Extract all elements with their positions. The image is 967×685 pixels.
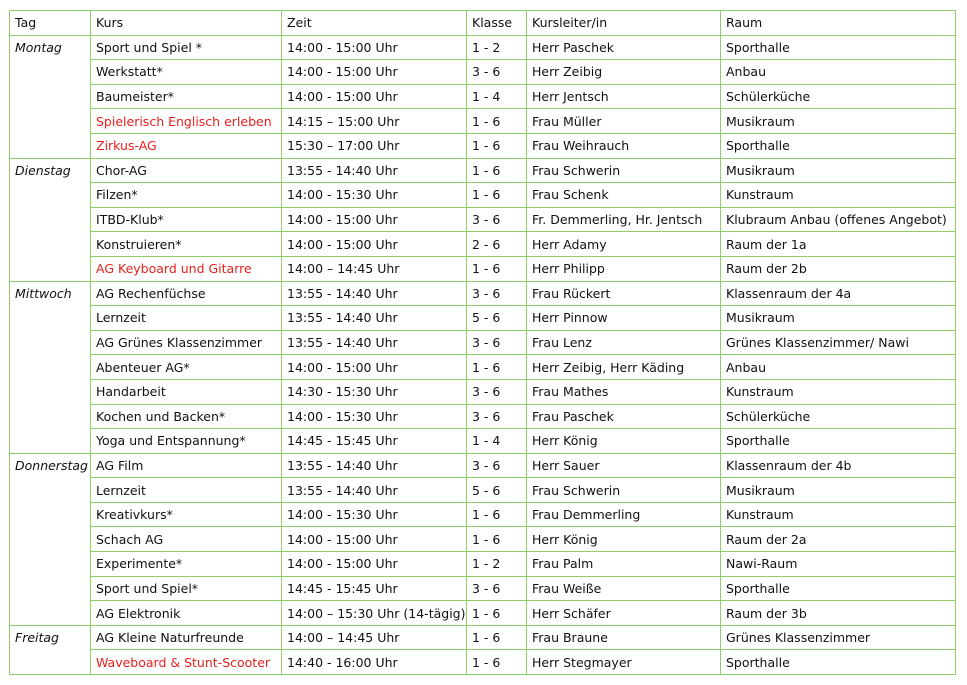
teacher-cell: Frau Müller <box>527 109 721 134</box>
day-cell <box>10 109 91 134</box>
table-body <box>10 35 956 674</box>
course-cell: Schach AG <box>91 527 282 552</box>
room-cell: Klassenraum der 4b <box>721 453 956 478</box>
time-cell: 14:00 - 15:00 Uhr <box>282 207 467 232</box>
course-cell: ITBD-Klub* <box>91 207 282 232</box>
time-cell: 13:55 - 14:40 Uhr <box>282 306 467 331</box>
table-row <box>10 576 956 601</box>
time-cell: 14:00 - 15:00 Uhr <box>282 355 467 380</box>
day-cell <box>10 232 91 257</box>
header-room: Raum <box>721 11 956 36</box>
day-cell <box>10 527 91 552</box>
grade-cell: 3 - 6 <box>467 60 527 85</box>
course-cell: Baumeister* <box>91 84 282 109</box>
table-row <box>10 207 956 232</box>
teacher-cell: Herr König <box>527 527 721 552</box>
table-row <box>10 601 956 626</box>
header-course: Kurs <box>91 11 282 36</box>
teacher-cell: Herr Paschek <box>527 35 721 60</box>
teacher-cell: Herr Jentsch <box>527 84 721 109</box>
teacher-cell: Herr Sauer <box>527 453 721 478</box>
course-cell: Abenteuer AG* <box>91 355 282 380</box>
day-cell <box>10 306 91 331</box>
course-cell: AG Grünes Klassenzimmer <box>91 330 282 355</box>
room-cell: Raum der 2a <box>721 527 956 552</box>
table-row <box>10 502 956 527</box>
teacher-cell: Frau Schwerin <box>527 158 721 183</box>
room-cell: Kunstraum <box>721 183 956 208</box>
time-cell: 14:00 - 15:00 Uhr <box>282 527 467 552</box>
room-cell: Musikraum <box>721 478 956 503</box>
grade-cell: 3 - 6 <box>467 453 527 478</box>
table-row <box>10 552 956 577</box>
course-cell: Sport und Spiel* <box>91 576 282 601</box>
course-cell: Sport und Spiel * <box>91 35 282 60</box>
course-cell: AG Film <box>91 453 282 478</box>
day-cell: Freitag <box>10 625 91 650</box>
table-row <box>10 109 956 134</box>
teacher-cell: Herr Stegmayer <box>527 650 721 675</box>
room-cell: Raum der 1a <box>721 232 956 257</box>
course-cell: Werkstatt* <box>91 60 282 85</box>
grade-cell: 1 - 4 <box>467 429 527 454</box>
room-cell: Raum der 2b <box>721 256 956 281</box>
time-cell: 13:55 - 14:40 Uhr <box>282 330 467 355</box>
course-cell: Kreativkurs* <box>91 502 282 527</box>
room-cell: Sporthalle <box>721 650 956 675</box>
room-cell: Klassenraum der 4a <box>721 281 956 306</box>
time-cell: 13:55 - 14:40 Uhr <box>282 478 467 503</box>
day-cell <box>10 502 91 527</box>
day-cell <box>10 84 91 109</box>
time-cell: 14:00 - 15:00 Uhr <box>282 84 467 109</box>
header-day: Tag <box>10 11 91 36</box>
teacher-cell: Herr Adamy <box>527 232 721 257</box>
day-cell <box>10 650 91 675</box>
room-cell: Musikraum <box>721 158 956 183</box>
day-cell <box>10 552 91 577</box>
course-cell: Experimente* <box>91 552 282 577</box>
room-cell: Anbau <box>721 355 956 380</box>
table-row <box>10 281 956 306</box>
table-row <box>10 404 956 429</box>
day-cell <box>10 478 91 503</box>
grade-cell: 3 - 6 <box>467 207 527 232</box>
grade-cell: 1 - 6 <box>467 355 527 380</box>
table-header-row <box>10 11 956 36</box>
day-cell <box>10 355 91 380</box>
time-cell: 14:00 - 15:30 Uhr <box>282 183 467 208</box>
day-cell <box>10 183 91 208</box>
day-cell <box>10 207 91 232</box>
room-cell: Musikraum <box>721 306 956 331</box>
teacher-cell: Herr Zeibig <box>527 60 721 85</box>
room-cell: Kunstraum <box>721 379 956 404</box>
course-cell: Kochen und Backen* <box>91 404 282 429</box>
grade-cell: 3 - 6 <box>467 576 527 601</box>
grade-cell: 1 - 6 <box>467 601 527 626</box>
course-cell: Waveboard & Stunt-Scooter <box>91 650 282 675</box>
header-teacher: Kursleiter/in <box>527 11 721 36</box>
teacher-cell: Frau Rückert <box>527 281 721 306</box>
day-cell <box>10 60 91 85</box>
day-cell <box>10 601 91 626</box>
course-cell: Lernzeit <box>91 306 282 331</box>
course-cell: Yoga und Entspannung* <box>91 429 282 454</box>
course-cell: AG Kleine Naturfreunde <box>91 625 282 650</box>
grade-cell: 1 - 6 <box>467 133 527 158</box>
table-row <box>10 625 956 650</box>
teacher-cell: Frau Lenz <box>527 330 721 355</box>
grade-cell: 5 - 6 <box>467 478 527 503</box>
time-cell: 14:00 - 15:30 Uhr <box>282 404 467 429</box>
time-cell: 13:55 - 14:40 Uhr <box>282 453 467 478</box>
table-row <box>10 478 956 503</box>
room-cell: Sporthalle <box>721 35 956 60</box>
table-row <box>10 84 956 109</box>
time-cell: 14:30 - 15:30 Uhr <box>282 379 467 404</box>
grade-cell: 1 - 6 <box>467 650 527 675</box>
teacher-cell: Herr Philipp <box>527 256 721 281</box>
teacher-cell: Frau Schwerin <box>527 478 721 503</box>
teacher-cell: Herr Zeibig, Herr Käding <box>527 355 721 380</box>
room-cell: Sporthalle <box>721 133 956 158</box>
course-cell: Konstruieren* <box>91 232 282 257</box>
day-cell <box>10 404 91 429</box>
time-cell: 14:00 – 14:45 Uhr <box>282 625 467 650</box>
teacher-cell: Frau Demmerling <box>527 502 721 527</box>
teacher-cell: Herr König <box>527 429 721 454</box>
table-row <box>10 60 956 85</box>
time-cell: 14:00 - 15:00 Uhr <box>282 232 467 257</box>
day-cell <box>10 429 91 454</box>
table-row <box>10 650 956 675</box>
table-row <box>10 133 956 158</box>
day-cell <box>10 379 91 404</box>
course-cell: AG Rechenfüchse <box>91 281 282 306</box>
day-cell <box>10 330 91 355</box>
time-cell: 14:40 - 16:00 Uhr <box>282 650 467 675</box>
teacher-cell: Frau Weihrauch <box>527 133 721 158</box>
room-cell: Schülerküche <box>721 84 956 109</box>
teacher-cell: Frau Weiße <box>527 576 721 601</box>
header-grade: Klasse <box>467 11 527 36</box>
table-row <box>10 256 956 281</box>
teacher-cell: Herr Schäfer <box>527 601 721 626</box>
table-row <box>10 330 956 355</box>
time-cell: 13:55 - 14:40 Uhr <box>282 158 467 183</box>
day-cell: Donnerstag <box>10 453 91 478</box>
time-cell: 14:00 - 15:00 Uhr <box>282 552 467 577</box>
time-cell: 14:45 - 15:45 Uhr <box>282 429 467 454</box>
table-row <box>10 429 956 454</box>
room-cell: Nawi-Raum <box>721 552 956 577</box>
table-row <box>10 527 956 552</box>
room-cell: Raum der 3b <box>721 601 956 626</box>
table-row <box>10 232 956 257</box>
teacher-cell: Herr Pinnow <box>527 306 721 331</box>
table-row <box>10 35 956 60</box>
header-time: Zeit <box>282 11 467 36</box>
time-cell: 13:55 - 14:40 Uhr <box>282 281 467 306</box>
grade-cell: 3 - 6 <box>467 379 527 404</box>
table-row <box>10 183 956 208</box>
day-cell: Mittwoch <box>10 281 91 306</box>
teacher-cell: Fr. Demmerling, Hr. Jentsch <box>527 207 721 232</box>
time-cell: 14:15 – 15:00 Uhr <box>282 109 467 134</box>
room-cell: Schülerküche <box>721 404 956 429</box>
day-cell: Montag <box>10 35 91 60</box>
table-row <box>10 158 956 183</box>
course-cell: Filzen* <box>91 183 282 208</box>
time-cell: 14:00 - 15:00 Uhr <box>282 35 467 60</box>
room-cell: Musikraum <box>721 109 956 134</box>
table-row <box>10 379 956 404</box>
time-cell: 14:45 - 15:45 Uhr <box>282 576 467 601</box>
teacher-cell: Frau Mathes <box>527 379 721 404</box>
course-cell: Spielerisch Englisch erleben <box>91 109 282 134</box>
room-cell: Sporthalle <box>721 429 956 454</box>
course-schedule-table <box>9 10 956 675</box>
day-cell <box>10 133 91 158</box>
room-cell: Grünes Klassenzimmer <box>721 625 956 650</box>
course-cell: AG Keyboard und Gitarre <box>91 256 282 281</box>
room-cell: Klubraum Anbau (offenes Angebot) <box>721 207 956 232</box>
time-cell: 14:00 – 14:45 Uhr <box>282 256 467 281</box>
table-row <box>10 355 956 380</box>
grade-cell: 1 - 6 <box>467 256 527 281</box>
room-cell: Sporthalle <box>721 576 956 601</box>
day-cell <box>10 256 91 281</box>
time-cell: 14:00 – 15:30 Uhr (14-tägig) <box>282 601 467 626</box>
grade-cell: 3 - 6 <box>467 404 527 429</box>
grade-cell: 2 - 6 <box>467 232 527 257</box>
course-cell: Handarbeit <box>91 379 282 404</box>
grade-cell: 1 - 2 <box>467 552 527 577</box>
course-cell: Zirkus-AG <box>91 133 282 158</box>
grade-cell: 1 - 6 <box>467 109 527 134</box>
course-cell: Chor-AG <box>91 158 282 183</box>
course-cell: Lernzeit <box>91 478 282 503</box>
room-cell: Anbau <box>721 60 956 85</box>
teacher-cell: Frau Palm <box>527 552 721 577</box>
teacher-cell: Frau Paschek <box>527 404 721 429</box>
teacher-cell: Frau Schenk <box>527 183 721 208</box>
time-cell: 14:00 - 15:30 Uhr <box>282 502 467 527</box>
day-cell: Dienstag <box>10 158 91 183</box>
teacher-cell: Frau Braune <box>527 625 721 650</box>
grade-cell: 3 - 6 <box>467 330 527 355</box>
grade-cell: 1 - 6 <box>467 625 527 650</box>
day-cell <box>10 576 91 601</box>
grade-cell: 5 - 6 <box>467 306 527 331</box>
course-cell: AG Elektronik <box>91 601 282 626</box>
grade-cell: 1 - 6 <box>467 527 527 552</box>
grade-cell: 1 - 6 <box>467 183 527 208</box>
time-cell: 15:30 – 17:00 Uhr <box>282 133 467 158</box>
table-row <box>10 453 956 478</box>
room-cell: Grünes Klassenzimmer/ Nawi <box>721 330 956 355</box>
table-row <box>10 306 956 331</box>
room-cell: Kunstraum <box>721 502 956 527</box>
grade-cell: 1 - 6 <box>467 502 527 527</box>
grade-cell: 3 - 6 <box>467 281 527 306</box>
grade-cell: 1 - 2 <box>467 35 527 60</box>
grade-cell: 1 - 4 <box>467 84 527 109</box>
grade-cell: 1 - 6 <box>467 158 527 183</box>
time-cell: 14:00 - 15:00 Uhr <box>282 60 467 85</box>
